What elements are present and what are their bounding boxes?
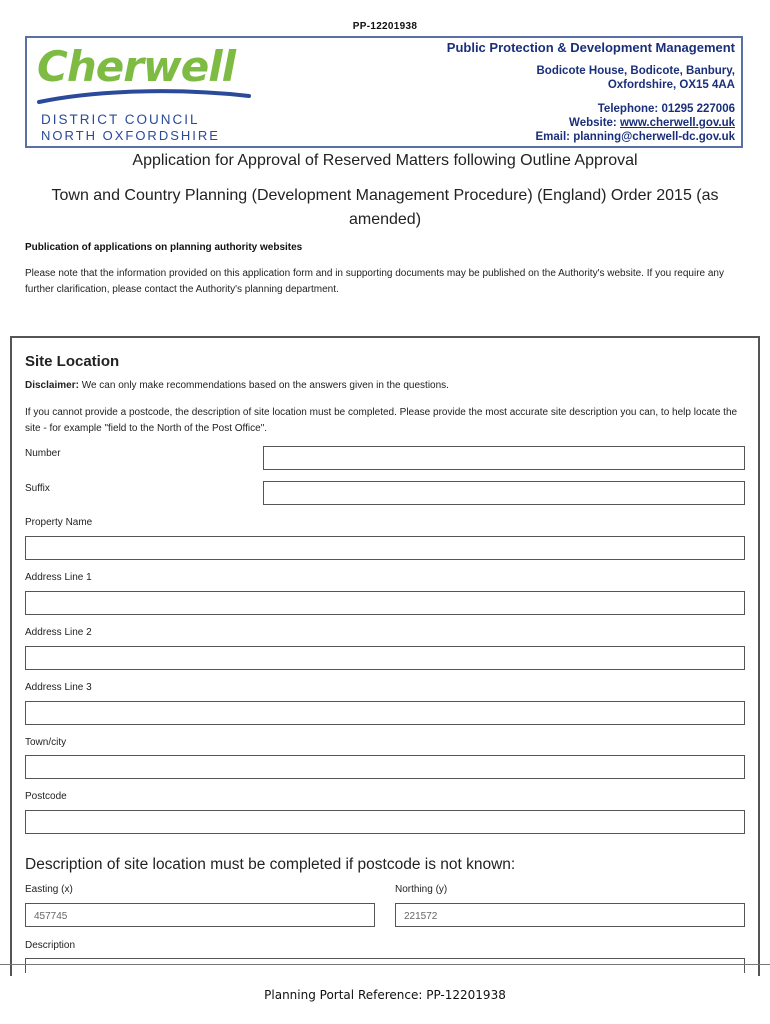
council-name-line1: DISTRICT COUNCIL (41, 112, 200, 127)
council-logo-wordmark: Cherwell (37, 42, 236, 91)
easting-label: Easting (x) (25, 884, 73, 895)
publication-text: Please note that the information provided on this application form and in supporting documents may be published on the Authority's website. If you require any further clarification, please contact the Authority's planning department. (25, 268, 724, 295)
number-label: Number (25, 448, 61, 459)
footer-reference: Planning Portal Reference: PP-12201938 (264, 988, 506, 1002)
address-line1: Bodicote House, Bodicote, Banbury, (536, 65, 735, 77)
telephone: Telephone: 01295 227006 (597, 103, 735, 115)
disclaimer-text: We can only make recommendations based on the answers given in the questions. (78, 380, 449, 391)
easting-field[interactable]: 457745 (25, 903, 375, 927)
document-title: Application for Approval of Reserved Matters following Outline Approval (132, 152, 638, 169)
address-line-1-label: Address Line 1 (25, 572, 92, 583)
northing-label: Northing (y) (395, 884, 448, 895)
email-row (447, 130, 735, 144)
website-link[interactable]: www.cherwell.gov.uk (619, 117, 735, 129)
property-name-field[interactable] (25, 536, 745, 560)
document-subtitle: Town and Country Planning (Development Management Procedure) (England) Order 2015 (as amended) (51, 187, 719, 228)
town-city-field[interactable] (25, 755, 745, 779)
email-prefix: Email: (535, 131, 574, 143)
description-label: Description (25, 940, 76, 951)
disclaimer (25, 380, 449, 391)
email-address: planning@cherwell-dc.gov.uk (573, 131, 735, 143)
address-line-1-field[interactable] (25, 591, 745, 615)
postcode-field[interactable] (25, 810, 745, 834)
address-line2: Oxfordshire, OX15 4AA (607, 79, 735, 91)
address-line-2-field[interactable] (25, 646, 745, 670)
website-row (447, 116, 735, 130)
disclaimer-label: Disclaimer: (25, 380, 79, 391)
suffix-field[interactable] (263, 481, 745, 505)
northing-field[interactable]: 221572 (395, 903, 745, 927)
address-line-3-field[interactable] (25, 701, 745, 725)
site-location-title: Site Location (25, 353, 120, 370)
suffix-label: Suffix (25, 483, 50, 494)
council-name-line2: NORTH OXFORDSHIRE (41, 128, 220, 143)
letterhead-contact-block (447, 41, 735, 144)
town-city-label: Town/city (25, 737, 67, 748)
number-field[interactable] (263, 446, 745, 470)
publication-heading: Publication of applications on planning authority websites (25, 242, 303, 253)
site-location-instruction: If you cannot provide a postcode, the description of site location must be completed. Please provide the most accurate site description you can, to help locate the site - for example "field to the North of the Post Office". (25, 407, 738, 434)
website-prefix: Website: (569, 117, 620, 129)
postcode-label: Postcode (25, 791, 67, 802)
property-name-label: Property Name (25, 517, 93, 528)
description-heading: Description of site location must be completed if postcode is not known: (25, 856, 516, 873)
address-line-2-label: Address Line 2 (25, 627, 92, 638)
page-divider (0, 964, 770, 965)
address-line-3-label: Address Line 3 (25, 682, 92, 693)
department-name: Public Protection & Development Management (446, 40, 735, 55)
letterhead (25, 36, 743, 148)
description-field[interactable] (25, 958, 745, 973)
logo-swoosh-icon (37, 88, 252, 106)
reference-number-top: PP-12201938 (352, 21, 418, 32)
